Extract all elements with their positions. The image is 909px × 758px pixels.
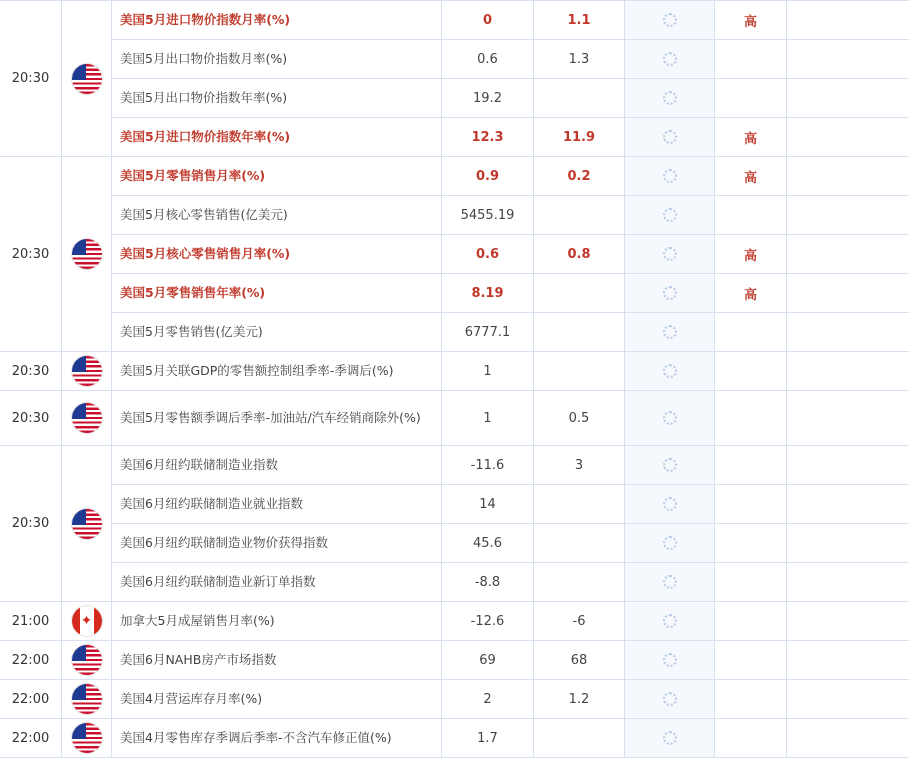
event-time: 20:30 bbox=[0, 157, 62, 352]
previous-value: 0.9 bbox=[442, 157, 534, 196]
empty-cell bbox=[787, 196, 909, 235]
us-flag-icon bbox=[72, 356, 102, 386]
empty-cell bbox=[787, 79, 909, 118]
event-name[interactable]: 美国5月关联GDP的零售额控制组季率-季调后(%) bbox=[112, 352, 442, 391]
empty-cell bbox=[787, 602, 909, 641]
previous-value: 0.6 bbox=[442, 40, 534, 79]
importance-label bbox=[715, 446, 787, 485]
forecast-value: 11.9 bbox=[534, 118, 625, 157]
empty-cell bbox=[787, 118, 909, 157]
previous-value: 14 bbox=[442, 485, 534, 524]
event-name[interactable]: 美国5月出口物价指数月率(%) bbox=[112, 40, 442, 79]
table-row bbox=[0, 79, 909, 118]
forecast-value bbox=[534, 274, 625, 313]
forecast-value: 0.2 bbox=[534, 157, 625, 196]
us-flag-icon bbox=[72, 403, 102, 433]
forecast-value: 1.2 bbox=[534, 680, 625, 719]
event-time: 22:00 bbox=[0, 641, 62, 680]
event-name[interactable]: 美国4月营运库存月率(%) bbox=[112, 680, 442, 719]
canada-flag-icon bbox=[72, 606, 102, 636]
previous-value: 1 bbox=[442, 391, 534, 446]
importance-label: 高 bbox=[715, 118, 787, 157]
event-name[interactable]: 美国5月进口物价指数年率(%) bbox=[112, 118, 442, 157]
empty-cell bbox=[787, 235, 909, 274]
table-row bbox=[0, 274, 909, 313]
loading-spinner-icon bbox=[663, 286, 677, 300]
table-row bbox=[0, 352, 909, 391]
us-flag-icon bbox=[72, 723, 102, 753]
us-flag-icon bbox=[72, 509, 102, 539]
table-row bbox=[0, 563, 909, 602]
event-name[interactable]: 美国5月出口物价指数年率(%) bbox=[112, 79, 442, 118]
previous-value: 8.19 bbox=[442, 274, 534, 313]
table-row bbox=[0, 196, 909, 235]
event-time: 22:00 bbox=[0, 680, 62, 719]
loading-spinner-icon bbox=[663, 458, 677, 472]
event-name[interactable]: 美国6月纽约联储制造业指数 bbox=[112, 446, 442, 485]
loading-spinner-icon bbox=[663, 325, 677, 339]
forecast-value: 1.3 bbox=[534, 40, 625, 79]
importance-label bbox=[715, 563, 787, 602]
previous-value: 5455.19 bbox=[442, 196, 534, 235]
empty-cell bbox=[787, 274, 909, 313]
loading-spinner-icon bbox=[663, 364, 677, 378]
us-flag-icon bbox=[72, 684, 102, 714]
previous-value: 12.3 bbox=[442, 118, 534, 157]
event-name[interactable]: 美国5月核心零售销售月率(%) bbox=[112, 235, 442, 274]
event-time: 20:30 bbox=[0, 446, 62, 602]
previous-value: 19.2 bbox=[442, 79, 534, 118]
loading-spinner-icon bbox=[663, 614, 677, 628]
previous-value: -11.6 bbox=[442, 446, 534, 485]
empty-cell bbox=[787, 485, 909, 524]
table-row bbox=[0, 157, 909, 196]
event-time: 20:30 bbox=[0, 352, 62, 391]
previous-value: 69 bbox=[442, 641, 534, 680]
importance-label bbox=[715, 391, 787, 446]
empty-cell bbox=[787, 719, 909, 758]
importance-label: 高 bbox=[715, 274, 787, 313]
importance-label: 高 bbox=[715, 1, 787, 40]
event-name[interactable]: 美国6月纽约联储制造业就业指数 bbox=[112, 485, 442, 524]
event-time: 21:00 bbox=[0, 602, 62, 641]
previous-value: -12.6 bbox=[442, 602, 534, 641]
table-row bbox=[0, 680, 909, 719]
empty-cell bbox=[787, 524, 909, 563]
forecast-value bbox=[534, 485, 625, 524]
event-name[interactable]: 美国5月零售销售(亿美元) bbox=[112, 313, 442, 352]
loading-spinner-icon bbox=[663, 13, 677, 27]
importance-label bbox=[715, 524, 787, 563]
importance-label bbox=[715, 680, 787, 719]
loading-spinner-icon bbox=[663, 208, 677, 222]
importance-label bbox=[715, 485, 787, 524]
forecast-value bbox=[534, 352, 625, 391]
empty-cell bbox=[787, 157, 909, 196]
previous-value: 1 bbox=[442, 352, 534, 391]
previous-value: 0 bbox=[442, 1, 534, 40]
event-name[interactable]: 美国5月零售销售年率(%) bbox=[112, 274, 442, 313]
us-flag-icon bbox=[72, 239, 102, 269]
table-row bbox=[0, 40, 909, 79]
importance-label bbox=[715, 40, 787, 79]
event-name[interactable]: 加拿大5月成屋销售月率(%) bbox=[112, 602, 442, 641]
event-name[interactable]: 美国5月零售销售月率(%) bbox=[112, 157, 442, 196]
previous-value: 6777.1 bbox=[442, 313, 534, 352]
table-row bbox=[0, 602, 909, 641]
loading-spinner-icon bbox=[663, 130, 677, 144]
empty-cell bbox=[787, 641, 909, 680]
event-name[interactable]: 美国6月纽约联储制造业新订单指数 bbox=[112, 563, 442, 602]
loading-spinner-icon bbox=[663, 169, 677, 183]
empty-cell bbox=[787, 40, 909, 79]
event-time: 20:30 bbox=[0, 391, 62, 446]
loading-spinner-icon bbox=[663, 575, 677, 589]
previous-value: -8.8 bbox=[442, 563, 534, 602]
loading-spinner-icon bbox=[663, 692, 677, 706]
event-time: 20:30 bbox=[0, 1, 62, 157]
forecast-value bbox=[534, 79, 625, 118]
us-flag-icon bbox=[72, 64, 102, 94]
event-name[interactable]: 美国5月零售额季调后季率-加油站/汽车经销商除外(%) bbox=[112, 391, 442, 446]
importance-label bbox=[715, 719, 787, 758]
importance-label: 高 bbox=[715, 235, 787, 274]
importance-label bbox=[715, 602, 787, 641]
forecast-value bbox=[534, 563, 625, 602]
empty-cell bbox=[787, 391, 909, 446]
empty-cell bbox=[787, 680, 909, 719]
empty-cell bbox=[787, 1, 909, 40]
loading-spinner-icon bbox=[663, 497, 677, 511]
forecast-value: 0.5 bbox=[534, 391, 625, 446]
loading-spinner-icon bbox=[663, 247, 677, 261]
empty-cell bbox=[787, 352, 909, 391]
us-flag-icon bbox=[72, 645, 102, 675]
table-row bbox=[0, 235, 909, 274]
event-name[interactable]: 美国5月进口物价指数月率(%) bbox=[112, 1, 442, 40]
previous-value: 45.6 bbox=[442, 524, 534, 563]
importance-label bbox=[715, 196, 787, 235]
loading-spinner-icon bbox=[663, 91, 677, 105]
table-row bbox=[0, 118, 909, 157]
forecast-value bbox=[534, 313, 625, 352]
event-name[interactable]: 美国5月核心零售销售(亿美元) bbox=[112, 196, 442, 235]
event-name[interactable]: 美国6月纽约联储制造业物价获得指数 bbox=[112, 524, 442, 563]
importance-label: 高 bbox=[715, 157, 787, 196]
importance-label bbox=[715, 352, 787, 391]
table-row bbox=[0, 313, 909, 352]
forecast-value: 3 bbox=[534, 446, 625, 485]
empty-cell bbox=[787, 563, 909, 602]
table-row bbox=[0, 391, 909, 446]
table-row bbox=[0, 485, 909, 524]
forecast-value: 68 bbox=[534, 641, 625, 680]
loading-spinner-icon bbox=[663, 731, 677, 745]
previous-value: 1.7 bbox=[442, 719, 534, 758]
empty-cell bbox=[787, 313, 909, 352]
table-row bbox=[0, 524, 909, 563]
table-row bbox=[0, 641, 909, 680]
importance-label bbox=[715, 641, 787, 680]
event-name[interactable]: 美国4月零售库存季调后季率-不含汽车修正值(%) bbox=[112, 719, 442, 758]
table-row bbox=[0, 446, 909, 485]
event-time: 22:00 bbox=[0, 719, 62, 758]
previous-value: 0.6 bbox=[442, 235, 534, 274]
empty-cell bbox=[787, 446, 909, 485]
table-row bbox=[0, 719, 909, 758]
loading-spinner-icon bbox=[663, 536, 677, 550]
forecast-value bbox=[534, 719, 625, 758]
loading-spinner-icon bbox=[663, 52, 677, 66]
event-name[interactable]: 美国6月NAHB房产市场指数 bbox=[112, 641, 442, 680]
loading-spinner-icon bbox=[663, 411, 677, 425]
importance-label bbox=[715, 79, 787, 118]
forecast-value: -6 bbox=[534, 602, 625, 641]
forecast-value: 0.8 bbox=[534, 235, 625, 274]
forecast-value: 1.1 bbox=[534, 1, 625, 40]
table-row bbox=[0, 1, 909, 40]
previous-value: 2 bbox=[442, 680, 534, 719]
forecast-value bbox=[534, 524, 625, 563]
importance-label bbox=[715, 313, 787, 352]
forecast-value bbox=[534, 196, 625, 235]
loading-spinner-icon bbox=[663, 653, 677, 667]
